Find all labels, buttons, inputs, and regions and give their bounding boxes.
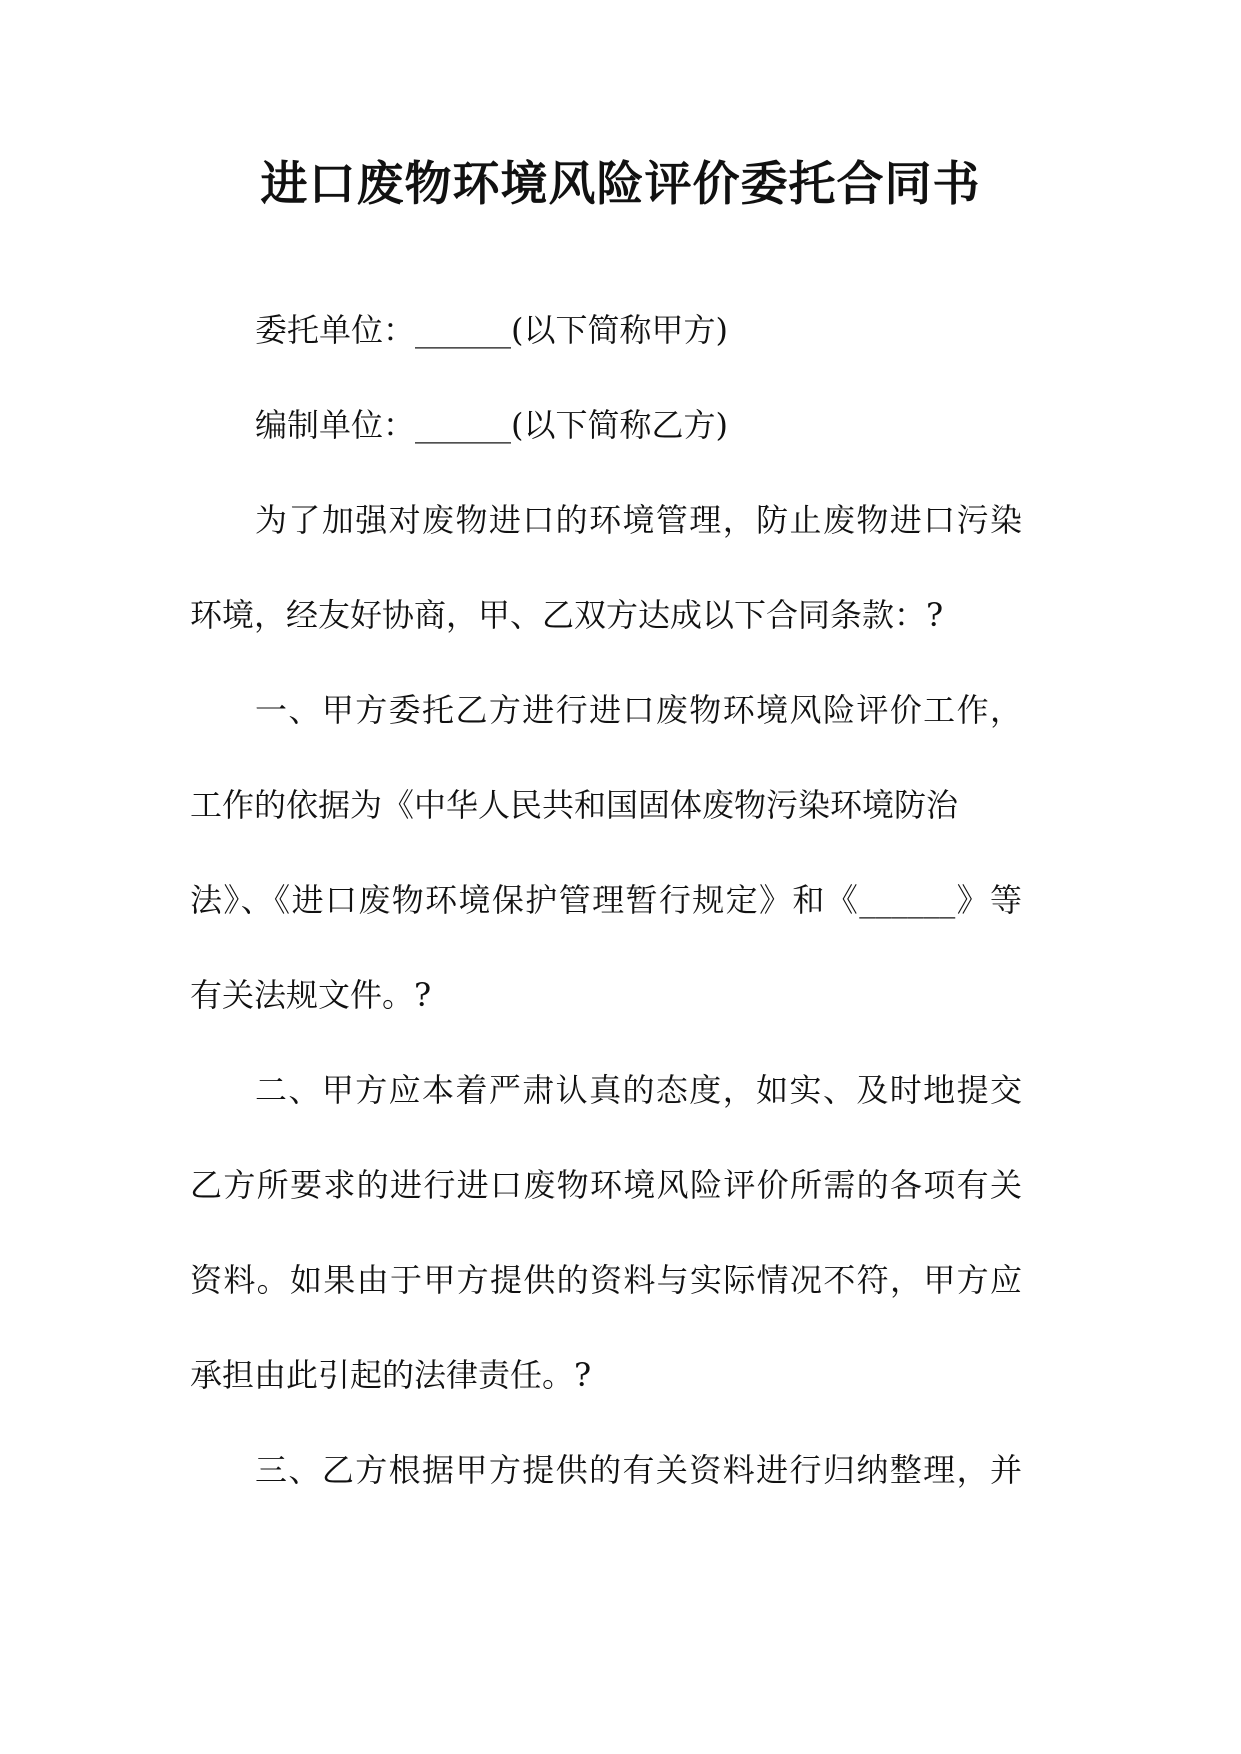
clause-2-line-2: 乙方所要求的进行进口废物环境风险评价所需的各项有关 [190,1166,1022,1204]
clause-1-line-3: 法》、《进口废物环境保护管理暂行规定》和《______》等 [190,881,1022,919]
client-unit-line: 委托单位：______(以下简称甲方) [255,311,728,349]
preamble-line-2: 环境，经友好协商，甲、乙双方达成以下合同条款：? [190,596,944,634]
document-title: 进口废物环境风险评价委托合同书 [260,157,981,212]
clause-1-line-2: 工作的依据为《中华人民共和国固体废物污染环境防治 [190,786,959,824]
clause-1-line-1: 一、甲方委托乙方进行进口废物环境风险评价工作， [255,691,1022,729]
clause-1-line-4: 有关法规文件。? [190,976,432,1014]
clause-2-line-4: 承担由此引起的法律责任。? [190,1356,592,1394]
clause-2-line-3: 资料。如果由于甲方提供的资料与实际情况不符，甲方应 [190,1261,1022,1299]
preparer-unit-line: 编制单位：______(以下简称乙方) [255,406,728,444]
preamble-line-1: 为了加强对废物进口的环境管理，防止废物进口污染 [255,501,1022,539]
clause-2-line-1: 二、甲方应本着严肃认真的态度，如实、及时地提交 [255,1071,1022,1109]
clause-3-line-1: 三、乙方根据甲方提供的有关资料进行归纳整理，并 [255,1451,1022,1489]
